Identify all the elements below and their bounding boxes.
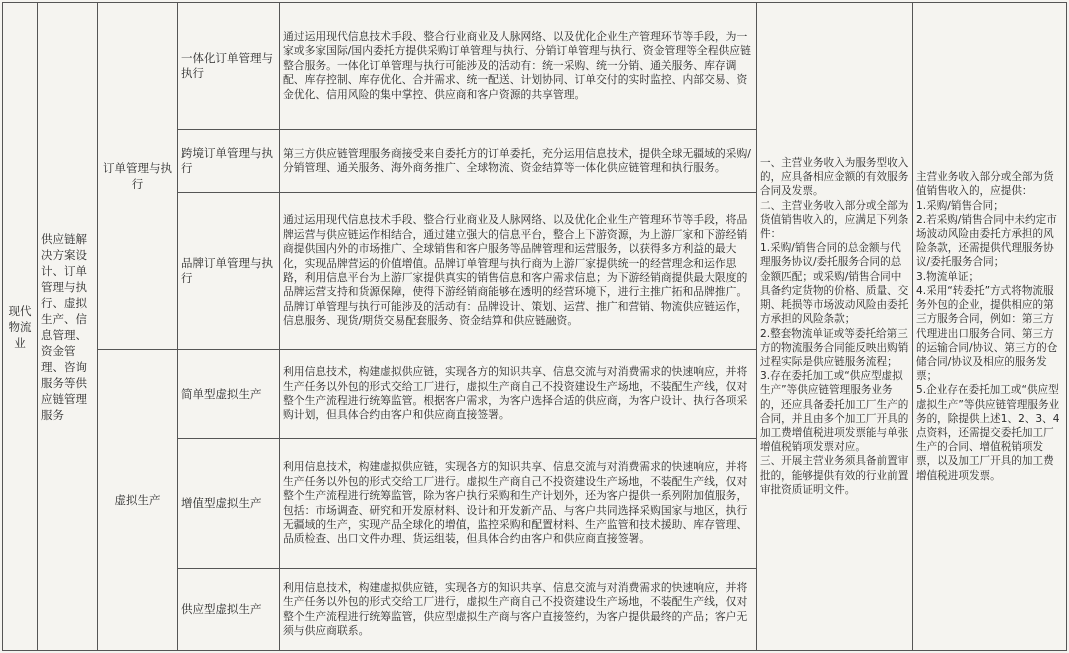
material-item: 主营业务收入部分或全部为货值销售收入的，应提供：: [916, 171, 1054, 198]
desc-brand-order: 通过运用现代信息技术手段、整合行业商业及人脉网络、以及优化企业生产管理环节等手段，将品牌运营与供应链运作相结合，通过建立强大的信息平台，整合上下游资源，为上游厂家和下游经销商提供国内外的市场推广、全球销售和客户服务等品牌管理和运营服务，以获得多方利益的最大化，实现品牌营运的价值增值。品牌订单管理与执行商为上游厂家提供统一的经营理念和运作思路，利用信息平台为上游厂家提供真实的销售信息和客户需求信息；为下游经销商提供最大限度的品牌运营支持和货源保障，使得下游经销商能够在透明的经营环境下，进行主推广拓和品牌推广。品牌订单管理与执行可能涉及的活动有：品牌设计、策划、运营、推广和营销、物流供应链运作，信息服务、现货/期货交易配套服务、资金结算和供应链融资。: [280, 193, 757, 350]
classification-table: [2, 2, 1067, 651]
material-item: 3.物流单证；: [916, 270, 980, 283]
segment-cell: 供应链解决方案设计、订单管理与执行、虚拟生产、信息管理、资金管理、咨询服务等供应链管理服务: [38, 3, 98, 651]
desc-integrated-order: 通过运用现代信息技术手段、整合行业商业及人脉网络、以及优化企业生产管理环节等手段，为一家或多家国际/国内委托方提供采购订单管理与执行、分销订单管理与执行、资金管理等全程供应链整合服务。一体化订单管理与执行可能涉及的活动有：统一采购、统一分销、通关服务、库存调配、库存控制、库存优化、合并需求、统一配送、计划协同、订单交付的实时监控、内部交易、资金优化、信用风险的集中掌控、供应商和客户资源的共享管理。: [280, 3, 757, 130]
condition-item: 一、主营业务收入为服务型收入的，应具备相应金额的有效服务合同及发票。: [760, 157, 909, 198]
condition-item: 二、主营业务收入部分或全部为货值销售收入的，应满足下列条件：: [760, 199, 909, 241]
desc-simple-virtual: 利用信息技术，构建虚拟供应链，实现各方的知识共享、信息交流与对消费需求的快速响应，并将生产任务以外包的形式交给工厂进行，虚拟生产商自己不投资建设生产场地，不装配生产线，仅对整个生产流程进行统筹监管。根据客户需求，为客户选择合适的供应商，为客户设计、执行各项采购计划，但具体合约由客户和供应商直接签署。: [280, 350, 757, 439]
conditions-cell: [757, 3, 913, 651]
material-item: 2.若采购/销售合同中未约定市场波动风险由委托方承担的风险条款，还需提供代理服务协议/委托服务合同；: [916, 213, 1057, 269]
desc-cross-border-order: 第三方供应链管理服务商接受来自委托方的订单委托，充分运用信息技术，提供全球无疆域的采购/分销管理、通关服务、海外商务推广、全球物流、资金结算等一体化供应链管理和执行服务。: [280, 130, 757, 193]
material-item: 5.企业存在委托加工或“供应型虚拟生产”等供应链管理服务业务的，除提供上述1、2、3、4点资料，还需提交委托加工厂生产的合同、增值税销项发票，以及加工厂开具的加工费增值税进项发票。: [916, 384, 1060, 482]
desc-supply-virtual: 利用信息技术，构建虚拟供应链，实现各方的知识共享、信息交流与对消费需求的快速响应，并将生产任务以外包的形式交给工厂进行，虚拟生产商自己不投资建设生产场地，不装配生产线，仅对整个生产流程进行统筹监管，供应型虚拟生产商与客户直接签约，为客户提供最终的产品；客户无须与供应商联系。: [280, 569, 757, 651]
sub-simple-virtual: 简单型虚拟生产: [178, 350, 280, 439]
sub-value-added-virtual: 增值型虚拟生产: [178, 439, 280, 569]
sub-integrated-order: 一体化订单管理与执行: [178, 3, 280, 130]
condition-item: 1.采购/销售合同的总金额与代理服务协议/委托服务合同的总金额匹配；或采购/销售合同中具备约定货物的价格、质量、交期、耗损等市场波动风险由委托方承担的风险条款；: [760, 242, 909, 326]
sub-supply-virtual: 供应型虚拟生产: [178, 569, 280, 651]
group-virtual-production: 虚拟生产: [98, 350, 178, 651]
category-cell: 现代物流业: [3, 3, 38, 651]
sub-brand-order: 品牌订单管理与执行: [178, 193, 280, 350]
group-order-management: 订单管理与执行: [98, 3, 178, 350]
desc-value-added-virtual: 利用信息技术，构建虚拟供应链，实现各方的知识共享、信息交流与对消费需求的快速响应，并将生产任务以外包的形式交给工厂进行。虚拟生产商自己不投资建设生产场地，不装配生产线，仅对整个生产流程进行统筹监管，除为客户执行采购和生产计划外，还为客户提供一系列附加值服务，包括：市场调查、研究和开发原材料、设计和开发新产品、与客户共同选择采购国家与地区，执行无疆域的生产，实现产品全球化的增值，监控采购和配置材料、生产监管和技术援助、库存管理、品质检查、出口文件办理、货运组装，但具体合约由客户和供应商直接签署。: [280, 439, 757, 569]
condition-item: 2.整套物流单证或等委托给第三方的物流服务合同能反映出购销过程实际是供应链服务流程；: [760, 327, 909, 368]
sub-cross-border-order: 跨境订单管理与执行: [178, 130, 280, 193]
materials-cell: [913, 3, 1067, 651]
material-item: 4.采用“转委托”方式将物流服务外包的企业，提供相应的第三方服务合同，例如：第三方代理进出口服务合同、第三方的运输合同/协议、第三方的仓储合同/协议及相应的服务发票；: [916, 284, 1058, 383]
material-item: 1.采购/销售合同；: [916, 199, 1004, 212]
condition-item: 3.存在委托加工或“供应型虚拟生产”等供应链管理服务业务的，还应具备委托加工厂生产的合同，并且由多个加工厂开具的加工费增值税进项发票能与单张增值税销项发票对应。: [760, 370, 909, 454]
condition-item: 三、开展主营业务须具备前置审批的，能够提供有效的行业前置审批资质证明文件。: [760, 455, 909, 496]
